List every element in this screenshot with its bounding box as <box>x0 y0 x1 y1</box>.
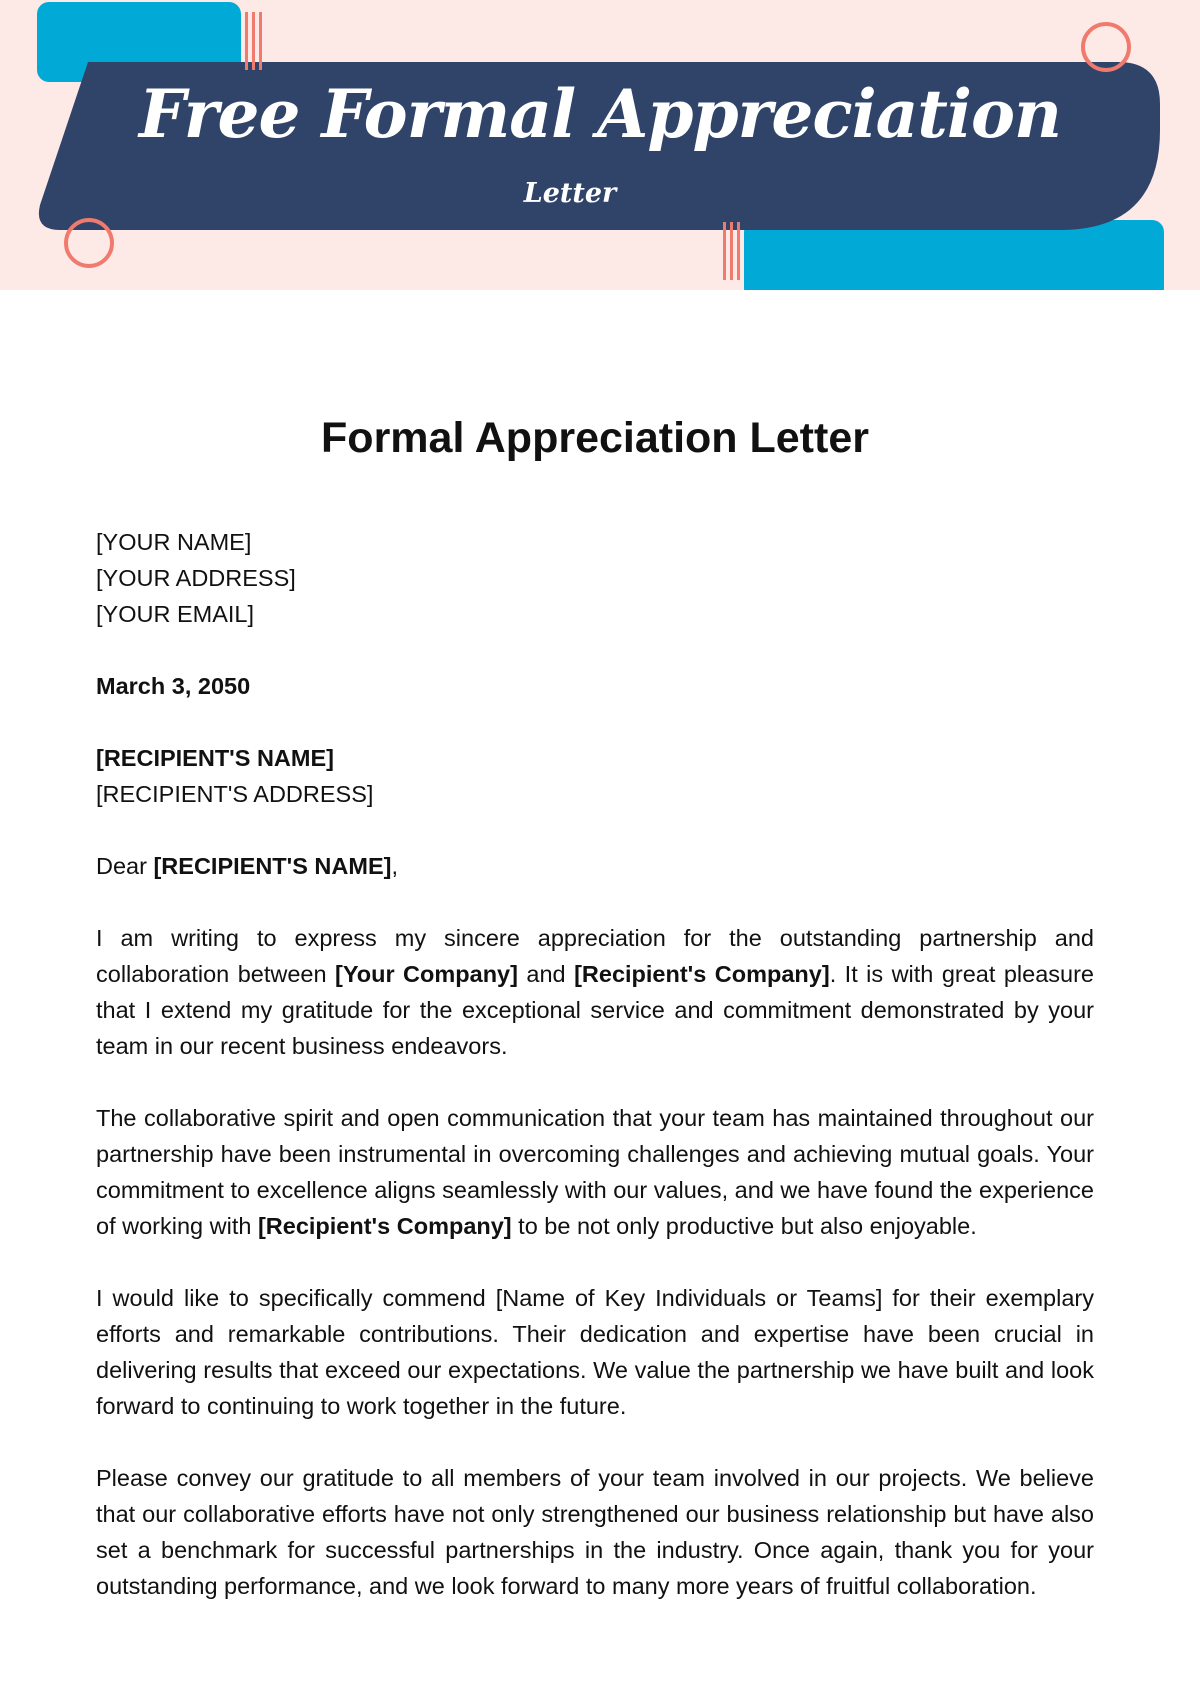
sender-name: [YOUR NAME] <box>96 529 252 555</box>
paragraph-1-text-a: I am writing to express my sincere appreciation for the outstanding partnership and collaboration between <box>96 925 1094 987</box>
sender-block <box>96 524 1094 632</box>
page-title: Formal Appreciation Letter <box>321 414 869 462</box>
paragraph-1-text-c: and <box>517 961 575 987</box>
letter-date: March 3, 2050 <box>96 673 251 699</box>
salutation-prefix: Dear <box>96 853 154 879</box>
salutation-name: [RECIPIENT'S NAME] <box>153 853 392 879</box>
paragraph-3: I would like to specifically commend [Name of Key Individuals or Teams] for their exemplary efforts and remarkable contributions. Their dedication and expertise have been crucial in delivering results that exceed our expectations. We value the partnership we have built and look forward to continuing to work together in the future. <box>96 1285 1094 1419</box>
coral-stripes-top <box>245 12 262 70</box>
paragraph-1-text-e: . It is with great pleasure that I extend my gratitude for the exceptional service and commitment demonstrated by your team in our recent business endeavors. <box>96 961 1094 1059</box>
salutation-suffix: , <box>391 853 398 879</box>
sender-address: [YOUR ADDRESS] <box>96 565 296 591</box>
banner-subtitle: Letter <box>523 178 617 209</box>
recipient-name: [RECIPIENT'S NAME] <box>96 745 334 771</box>
letter-body <box>96 410 1094 1640</box>
recipient-company-placeholder: [Recipient's Company] <box>257 1213 512 1239</box>
recipient-company-placeholder: [Recipient's Company] <box>574 961 830 987</box>
your-company-placeholder: [Your Company] <box>335 961 518 987</box>
paragraph-1 <box>96 920 1094 1064</box>
recipient-address: [RECIPIENT'S ADDRESS] <box>96 781 374 807</box>
paragraph-2-text-a: The collaborative spirit and open communication that your team has maintained throughout our partnership have been instrumental in overcoming challenges and achieving mutual goals. Your commitment to excellence aligns seamlessly with our values, and we have found the experience of working with <box>96 1105 1094 1239</box>
paragraph-2 <box>96 1100 1094 1244</box>
paragraph-2-text-c: to be not only productive but also enjoyable. <box>511 1213 977 1239</box>
date-block <box>96 668 1094 704</box>
banner-title: Free Formal Appreciation <box>139 75 1061 153</box>
paragraph-4: Please convey our gratitude to all members of your team involved in our projects. We believe that our collaborative efforts have not only strengthened our business relationship but have also set a benchmark for successful partnerships in the industry. Once again, thank you for your outstanding performance, and we look forward to many more years of fruitful collaboration. <box>96 1465 1094 1599</box>
cyan-block-bottom-right <box>744 220 1164 290</box>
recipient-block <box>96 740 1094 812</box>
coral-stripes-bottom <box>723 222 740 280</box>
salutation <box>96 848 1094 884</box>
sender-email: [YOUR EMAIL] <box>96 601 255 627</box>
header-banner <box>0 0 1200 290</box>
